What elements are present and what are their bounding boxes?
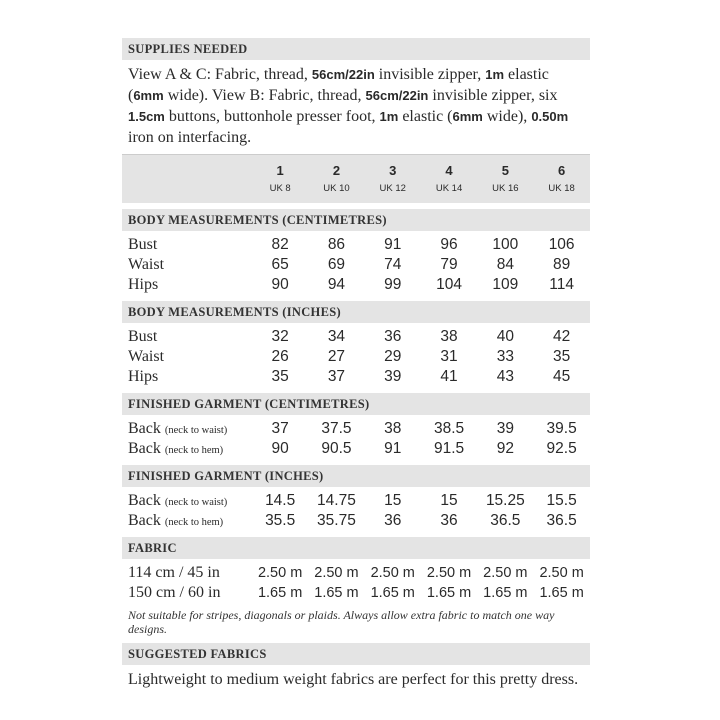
size-number: 1 — [276, 163, 284, 178]
table-cell: 69 — [327, 256, 346, 273]
size-uk: UK 12 — [379, 183, 406, 194]
table-cell: 2.50 m — [539, 565, 584, 581]
size-number: 6 — [558, 163, 566, 178]
table-cell: 92 — [496, 440, 514, 457]
suggested-text: Lightweight to medium weight fabrics are perfect for this pretty dress. — [128, 671, 579, 688]
table-cell: 36 — [384, 328, 402, 345]
size-chart-page — [122, 38, 590, 695]
table-row — [122, 583, 590, 603]
table-cell: 100 — [492, 236, 519, 253]
table-cell: 14.5 — [265, 492, 296, 509]
row-label-note: (neck to waist) — [164, 497, 228, 508]
row-label-text: Hips — [128, 368, 159, 385]
table-cell: 89 — [553, 256, 571, 273]
table-cell: 86 — [327, 236, 346, 253]
supplies-text-part: iron on interfacing. — [128, 129, 252, 146]
size-column-header — [365, 155, 421, 203]
table-cell: 90.5 — [321, 440, 352, 457]
row-label-text: Bust — [128, 236, 158, 253]
supplies-measure: 1.5cm — [128, 109, 165, 124]
size-column-header — [252, 155, 308, 203]
table-cell: 39 — [496, 420, 514, 437]
table-cell: 38 — [384, 420, 402, 437]
table-row — [122, 347, 590, 367]
row-label — [122, 583, 252, 603]
table-cell: 92.5 — [546, 440, 577, 457]
table-cell: 26 — [271, 348, 289, 365]
table-cell: 79 — [440, 256, 458, 273]
table-cell: 82 — [271, 236, 289, 253]
row-label-text: 150 cm / 60 in — [128, 584, 221, 601]
row-label-note: (neck to waist) — [164, 425, 228, 436]
table-cell: 2.50 m — [314, 565, 359, 581]
table-cell: 15 — [440, 492, 458, 509]
table-cell: 27 — [327, 348, 346, 365]
fabric-rows — [122, 559, 590, 605]
table-cell: 109 — [492, 276, 519, 293]
table-row — [122, 235, 590, 255]
size-number: 5 — [501, 163, 509, 178]
table-cell: 15 — [384, 492, 402, 509]
table-cell: 45 — [553, 368, 571, 385]
table-cell: 15.5 — [546, 492, 577, 509]
row-label — [122, 255, 252, 275]
row-label — [122, 491, 252, 511]
supplies-text-part: elastic ( — [398, 108, 453, 125]
table-cell: 36 — [440, 512, 458, 529]
table-cell: 90 — [271, 276, 289, 293]
table-cell: 2.50 m — [257, 565, 303, 581]
supplies-text-part: View A & C: Fabric, thread, — [128, 66, 312, 83]
size-column-header — [308, 155, 364, 203]
table-cell: 33 — [496, 348, 514, 365]
row-label-text: Hips — [128, 276, 159, 293]
body-in-rows — [122, 323, 590, 393]
table-cell: 35.75 — [317, 512, 356, 529]
table-cell: 43 — [496, 368, 514, 385]
supplies-text-part: invisible zipper, six — [428, 87, 558, 104]
row-label-text: Bust — [128, 328, 158, 345]
supplies-measure: 56cm/22in — [365, 88, 429, 103]
table-row — [122, 367, 590, 387]
row-label-text: Back — [128, 512, 161, 529]
supplies-measure: 0.50m — [531, 109, 569, 124]
size-number: 2 — [332, 163, 341, 178]
table-cell: 14.75 — [317, 492, 356, 509]
supplies-measure: 1m — [485, 67, 505, 82]
supplies-text-part: invisible zipper, — [374, 66, 486, 83]
size-uk: UK 10 — [323, 183, 350, 194]
table-cell: 35 — [271, 368, 289, 385]
table-cell: 37 — [327, 368, 346, 385]
table-cell: 74 — [384, 256, 402, 273]
row-label-note: (neck to hem) — [164, 445, 224, 456]
finished-in-header: FINISHED GARMENT (INCHES) — [122, 465, 590, 487]
table-cell: 38 — [440, 328, 458, 345]
supplies-text-part: wide). View B: Fabric, thread, — [163, 87, 366, 104]
table-cell: 1.65 m — [483, 585, 528, 601]
size-column-header — [421, 155, 477, 203]
table-row — [122, 255, 590, 275]
table-cell: 106 — [548, 236, 575, 253]
table-cell: 2.50 m — [426, 565, 472, 581]
table-cell: 41 — [440, 368, 458, 385]
finished-cm-rows — [122, 415, 590, 465]
table-row — [122, 491, 590, 511]
table-row — [122, 327, 590, 347]
body-cm-rows — [122, 231, 590, 301]
suggested-header: SUGGESTED FABRICS — [122, 643, 590, 665]
row-label-text: Back — [128, 420, 161, 437]
table-cell: 96 — [440, 236, 458, 253]
table-cell: 114 — [549, 276, 574, 293]
table-cell: 37 — [271, 420, 289, 437]
row-label — [122, 511, 252, 531]
row-label — [122, 439, 252, 459]
table-cell: 36 — [384, 512, 402, 529]
table-cell: 39 — [384, 368, 402, 385]
supplies-text-part: wide), — [482, 108, 532, 125]
supplies-measure: 6mm — [133, 88, 164, 103]
row-label — [122, 275, 252, 295]
row-label-text: Waist — [128, 348, 165, 365]
size-number: 4 — [445, 163, 453, 178]
size-uk: UK 14 — [435, 183, 463, 194]
table-cell: 65 — [271, 256, 289, 273]
table-cell: 35 — [553, 348, 571, 365]
table-row — [122, 511, 590, 531]
table-cell: 38.5 — [433, 420, 465, 437]
supplies-text-part: elastic ( — [128, 66, 549, 104]
table-cell: 34 — [327, 328, 346, 345]
table-row — [122, 563, 590, 583]
table-cell: 84 — [496, 256, 514, 273]
supplies-header: SUPPLIES NEEDED — [122, 38, 590, 60]
table-cell: 39.5 — [546, 420, 577, 437]
table-cell: 99 — [384, 276, 402, 293]
table-cell: 1.65 m — [314, 585, 359, 601]
row-label — [122, 419, 252, 439]
table-cell: 15.25 — [485, 492, 525, 509]
row-label — [122, 235, 252, 255]
size-uk: UK 18 — [548, 183, 575, 194]
table-cell: 35.5 — [265, 512, 296, 529]
supplies-measure: 6mm — [452, 109, 483, 124]
table-cell: 1.65 m — [539, 585, 584, 601]
table-cell: 40 — [496, 328, 514, 345]
size-column-header — [477, 155, 533, 203]
table-cell: 32 — [271, 328, 289, 345]
fabric-header: FABRIC — [122, 537, 590, 559]
table-cell: 91 — [384, 440, 402, 457]
table-cell: 36.5 — [546, 512, 577, 529]
table-cell: 94 — [327, 276, 346, 293]
row-label — [122, 367, 252, 387]
finished-cm-header: FINISHED GARMENT (CENTIMETRES) — [122, 393, 590, 415]
supplies-measure: 1m — [379, 109, 399, 124]
table-cell: 29 — [384, 348, 402, 365]
fabric-note: Not suitable for stripes, diagonals or plaids. Always allow extra fabric to match one way designs. — [128, 608, 555, 636]
table-cell: 1.65 m — [370, 585, 415, 601]
table-row — [122, 419, 590, 439]
size-column-header — [533, 155, 589, 203]
row-label-text: Back — [128, 440, 161, 457]
table-cell: 31 — [440, 348, 458, 365]
table-cell: 1.65 m — [257, 585, 303, 601]
body-cm-header: BODY MEASUREMENTS (CENTIMETRES) — [122, 209, 590, 231]
size-uk: UK 16 — [492, 183, 519, 194]
row-label-text: 114 cm / 45 in — [128, 564, 220, 581]
table-cell: 2.50 m — [483, 565, 528, 581]
table-row — [122, 439, 590, 459]
row-label-text: Back — [128, 492, 161, 509]
size-uk: UK 8 — [269, 183, 291, 194]
supplies-text — [122, 60, 590, 154]
table-cell: 90 — [271, 440, 289, 457]
row-label — [122, 347, 252, 367]
supplies-measure: 56cm/22in — [311, 67, 375, 82]
row-label-text: Waist — [128, 256, 165, 273]
table-cell: 1.65 m — [426, 585, 472, 601]
finished-in-rows — [122, 487, 590, 537]
row-label — [122, 563, 252, 583]
row-label-note: (neck to hem) — [164, 517, 224, 528]
size-header-bar — [122, 154, 590, 203]
table-row — [122, 275, 590, 295]
table-cell: 2.50 m — [370, 565, 415, 581]
table-cell: 91 — [384, 236, 402, 253]
table-cell: 42 — [553, 328, 571, 345]
row-label — [122, 327, 252, 347]
supplies-text-part: buttons, buttonhole presser foot, — [164, 108, 380, 125]
table-cell: 37.5 — [321, 420, 352, 437]
table-cell: 91.5 — [433, 440, 465, 457]
table-cell: 104 — [436, 276, 462, 293]
size-number: 3 — [389, 163, 397, 178]
body-in-header: BODY MEASUREMENTS (INCHES) — [122, 301, 590, 323]
table-cell: 36.5 — [490, 512, 521, 529]
